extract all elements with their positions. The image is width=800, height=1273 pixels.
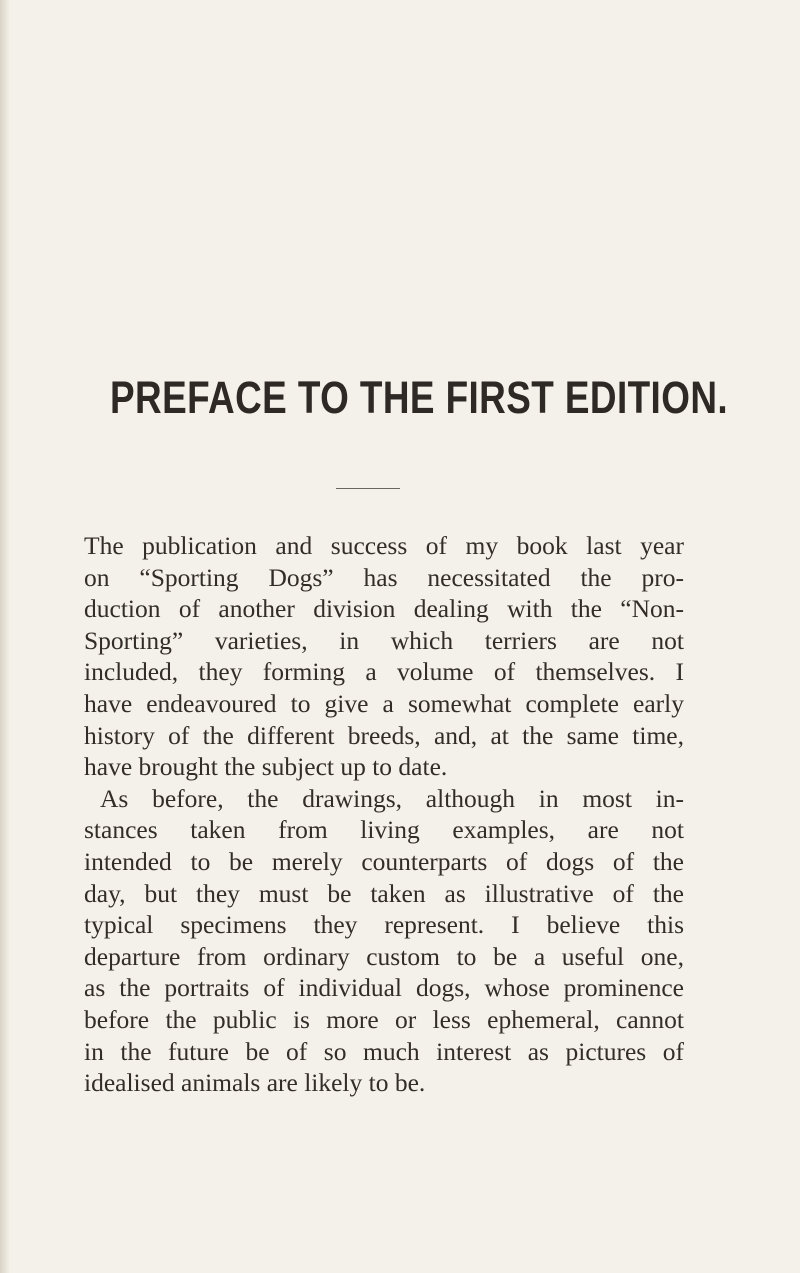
text-line: intended to be merely counterparts of dogs of the <box>84 846 684 876</box>
text-line: have brought the subject up to date. <box>84 752 448 782</box>
text-line: history of the different breeds, and, at the same time, <box>84 720 684 750</box>
text-line: stances taken from living examples, are not <box>84 815 684 845</box>
text-line: departure from ordinary custom to be a useful one, <box>84 941 684 971</box>
preface-body <box>84 530 684 1099</box>
text-line: As before, the drawings, although in most in- <box>100 783 684 813</box>
text-line: idealised animals are likely to be. <box>84 1068 426 1098</box>
binding-edge <box>0 0 10 1273</box>
text-line: typical specimens they represent. I believe this <box>84 910 684 940</box>
text-line: as the portraits of individual dogs, whose prominence <box>84 973 684 1003</box>
page-title: PREFACE TO THE FIRST EDITION. <box>110 372 729 423</box>
text-line: Sporting” varieties, in which terriers are not <box>84 625 684 655</box>
title-divider <box>336 488 400 489</box>
text-line: have endeavoured to give a somewhat complete early <box>84 688 684 718</box>
text-line: on “Sporting Dogs” has necessitated the pro- <box>84 562 684 592</box>
text-line: day, but they must be taken as illustrative of the <box>84 878 684 908</box>
text-line: in the future be of so much interest as pictures of <box>84 1036 684 1066</box>
text-line: included, they forming a volume of themselves. I <box>84 657 684 687</box>
text-line: The publication and success of my book last year <box>84 531 684 560</box>
text-line: duction of another division dealing with the “Non- <box>84 594 684 624</box>
text-line: before the public is more or less ephemeral, cannot <box>84 1004 684 1034</box>
